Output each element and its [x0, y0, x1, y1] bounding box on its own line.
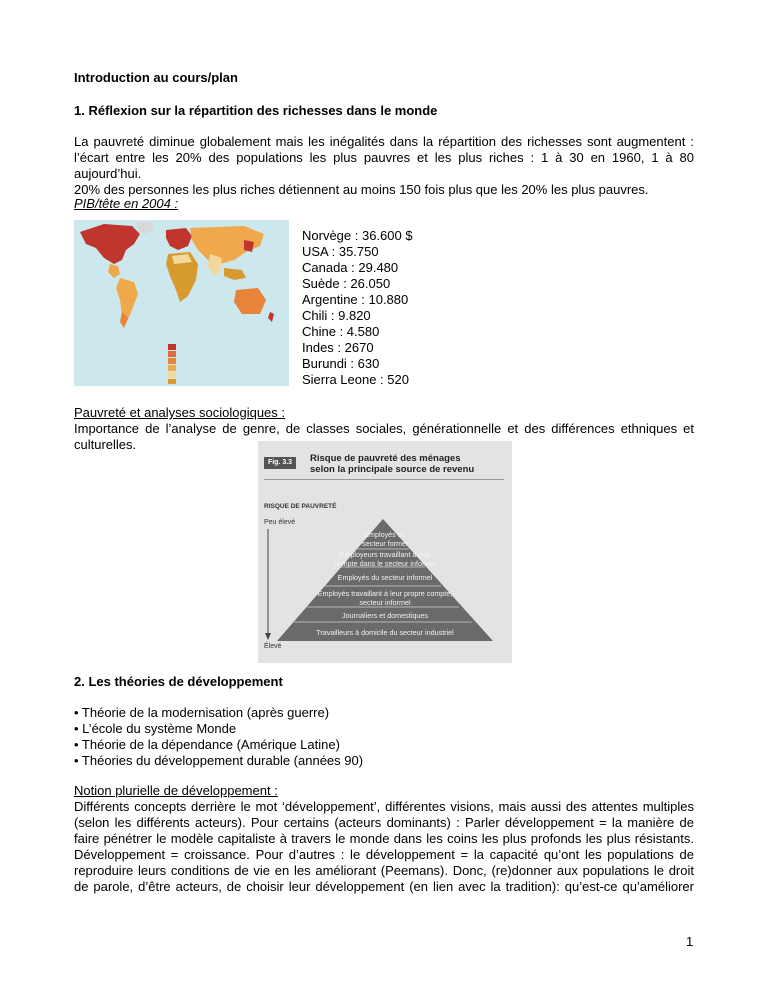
world-map-image — [74, 220, 289, 386]
paragraph-line: reproduire leurs conditions de vie en les améliorant (Peemans). Donc, (re)donner aux populations le droit — [74, 863, 694, 878]
paragraph-line: culturelles. — [74, 437, 137, 452]
list-item: • Théorie de la dépendance (Amérique Latine) — [74, 737, 340, 752]
pib-label: PIB/tête en 2004 : — [74, 196, 179, 211]
pib-item: Sierra Leone : 520 — [302, 372, 409, 387]
legend-swatch — [168, 365, 176, 371]
page-number: 1 — [686, 934, 694, 949]
document-title: Introduction au cours/plan — [74, 70, 238, 85]
notion-paragraph — [74, 799, 694, 895]
axis-top-label: Peu élevé — [264, 519, 296, 526]
list-item: • L’école du système Monde — [74, 721, 237, 736]
legend-swatch — [168, 351, 176, 357]
level-text: Employeurs travaillant à leur — [339, 550, 431, 559]
pib-item: Indes : 2670 — [302, 340, 374, 355]
figure-title-line: selon la principale source de revenu — [310, 464, 475, 475]
gdp-world-map — [74, 220, 289, 386]
section-1-paragraph — [74, 134, 694, 198]
legend-swatch — [168, 372, 176, 378]
pib-list — [302, 228, 413, 388]
pib-item: Norvège : 36.600 $ — [302, 228, 413, 243]
level-text: Employés travaillant à leur propre compte, — [317, 589, 453, 598]
pib-item: Chine : 4.580 — [302, 324, 380, 339]
list-item: • Théories du développement durable (années 90) — [74, 753, 364, 768]
pyramid-level-1 — [258, 530, 512, 548]
pib-item: Argentine : 10.880 — [302, 292, 409, 307]
figure-tag: Fig. 3.3 — [264, 457, 296, 469]
level-text: secteur informel — [359, 598, 411, 607]
level-text: secteur formel — [362, 539, 408, 548]
level-text: Employés du — [364, 530, 406, 539]
analyses-label: Pauvreté et analyses sociologiques : — [74, 405, 286, 420]
list-item: • Théorie de la modernisation (après guerre) — [74, 705, 330, 720]
pyramid-level-2 — [258, 550, 512, 568]
legend-swatch — [168, 344, 176, 350]
figure-title-line: Risque de pauvreté des ménages — [310, 453, 461, 464]
poverty-risk-figure — [258, 441, 512, 663]
pyramid-level-3 — [258, 573, 512, 582]
pyramid-level-4 — [258, 589, 512, 607]
notion-label: Notion plurielle de développement : — [74, 783, 278, 798]
legend-swatch — [168, 379, 176, 384]
pib-item: Chili : 9.820 — [302, 308, 371, 323]
paragraph-line: l’écart entre les 20% des populations les plus pauvres et les plus riches : 1 à 30 en 1960, 1 à 80 aujourd’hui. — [74, 150, 694, 181]
legend-swatch — [168, 358, 176, 364]
pyramid-level-5 — [258, 611, 512, 620]
theories-list — [74, 705, 363, 769]
paragraph-line: (selon les différents acteurs). Pour certains (acteurs dominants) : Parler développement = la manière de — [74, 815, 694, 830]
pyramid-level-6 — [258, 628, 512, 637]
level-text: Employés du secteur informel — [337, 573, 433, 582]
axis-bottom-label: Élevé — [264, 643, 282, 650]
level-text: compte dans le secteur informel — [334, 559, 436, 568]
level-text: Travailleurs à domicile du secteur industriel — [316, 628, 454, 637]
pib-item: Burundi : 630 — [302, 356, 380, 371]
paragraph-line: Importance de l’analyse de genre, de classes sociales, générationnelle et des différences ethniques et — [74, 421, 694, 436]
paragraph-line: 20% des personnes les plus riches détiennent au moins 150 fois plus que les 20% les plus pauvres. — [74, 182, 649, 197]
paragraph-line: faire pénétrer le modèle capitaliste à travers le monde dans les coins les plus profonds les plus résistants. — [74, 831, 694, 846]
paragraph-line: Développement = croissance. Pour d’autres : le développement = la capacité qu’ont les populations de — [74, 847, 694, 862]
axis-label: RISQUE DE PAUVRETÉ — [264, 503, 337, 510]
pib-item: USA : 35.750 — [302, 244, 379, 259]
paragraph-line: Différents concepts derrière le mot ‘développement’, différentes visions, mais aussi des attentes multiples — [74, 799, 694, 814]
section-1-heading: 1. Réflexion sur la répartition des richesses dans le monde — [74, 103, 438, 118]
paragraph-line: de parole, d’être acteurs, de choisir leur développement (en lien avec la tradition): qu’est-ce qu’améliorer — [74, 879, 694, 894]
paragraph-line: La pauvreté diminue globalement mais les inégalités dans la répartition des richesses sont augmentent : — [74, 134, 694, 149]
level-text: Journaliers et domestiques — [342, 611, 428, 620]
pib-item: Canada : 29.480 — [302, 260, 399, 275]
section-2-heading: 2. Les théories de développement — [74, 674, 283, 689]
pib-item: Suède : 26.050 — [302, 276, 391, 291]
